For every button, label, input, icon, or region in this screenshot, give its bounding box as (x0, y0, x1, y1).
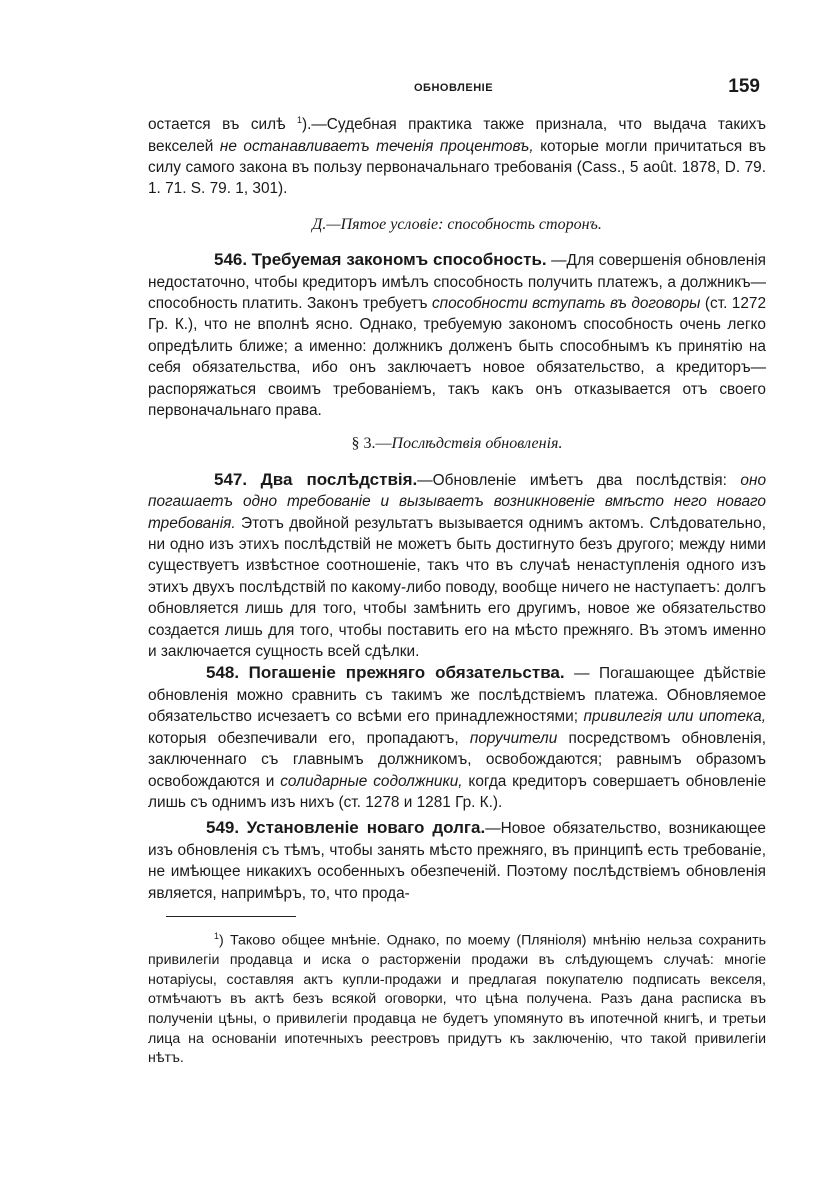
footnote-marker: 1 (214, 930, 220, 941)
book-page (148, 70, 766, 1069)
section-548-text: которыя обезпечивали его, пропадаютъ, (148, 729, 470, 747)
intro-emphasis: не останавливаетъ теченія процентовъ, (219, 137, 534, 155)
section-547-title: Два послѣдствія. (260, 469, 418, 489)
intro-text: остается въ силѣ (148, 116, 297, 134)
section-546-title: Требуемая закономъ способность. (251, 250, 547, 270)
section-548-text: — Погашающее дѣйствіе обновленія можно сравнить съ такимъ же послѣдствіемъ платежа. Обновляемое обязательство исчезаетъ со всѣми его принадлежностями; (148, 665, 766, 726)
section-549-title: Установленіе новаго долга. (246, 818, 486, 838)
intro-paragraph (148, 110, 766, 200)
footnote-body: ) Таково общее мнѣніе. Однако, по моему (Пляніоля) мнѣнію нельза сохранить привилегіи продавца и иска о расторженіи продажи въ слѣдующемъ случаѣ: многіе нотаріусы, составляя актъ купли-продажи и предлагая покупателю подписать векселя, отмѣчаютъ въ актѣ безъ всякой оговорки, что цѣна получена. Разъ дана расписка въ полученіи цѣны, о привилегіи продавца не будетъ упомянуто въ ипотечной книгѣ, и третьи лица на основаніи ипотечныхъ реестровъ придутъ къ заключенію, что такой привилегіи нѣтъ. (148, 932, 766, 1067)
subheading-condition: Д.—Пятое условіе: способность сторонъ. (312, 215, 602, 233)
section-549 (148, 817, 766, 904)
footnote (148, 927, 766, 1069)
section-546-emphasis: способности вступать въ договоры (431, 294, 701, 312)
section-3-prefix: § 3.— (351, 435, 392, 453)
section-547 (148, 469, 766, 663)
subheading-section-3 (148, 433, 766, 454)
section-547-text: Этотъ двойной результатъ вызывается однимъ актомъ. Слѣдовательно, ни одно изъ этихъ послѣдствій не можетъ быть достигнуто безъ другого; между ними существуетъ извѣстное соотношеніе, такъ что въ случаѣ ненаступленія одного изъ этихъ двухъ послѣдствій по какому-либо поводу, вообще ничего не наступаетъ: долгъ обновляется лишь для того, чтобы замѣнить его другимъ, новое же обязательство создается лишь для того, чтобы поставить его на мѣсто прежняго. Въ этомъ именно и заключается сущность всей сдѣлки. (148, 514, 766, 661)
section-548 (148, 662, 766, 813)
page-number: 159 (728, 76, 760, 97)
section-547-emphasis: оно погашаетъ одно требованіе и вызываетъ возникновеніе вмѣсто него новаго требованія. (148, 471, 767, 532)
footnote-ref[interactable]: 1 (296, 115, 302, 125)
page-header (148, 70, 766, 110)
section-549-text: —Новое обязательство, возникающее изъ обновленія съ тѣмъ, чтобы занять мѣсто прежняго, въ принципѣ есть требованіе, не имѣющее никакихъ особенныхъ обезпеченій. Поэтому послѣдствіемъ обновленія является, напримѣръ, то, что прода- (148, 820, 766, 902)
section-548-emphasis: поручители (469, 729, 558, 747)
section-546 (148, 249, 766, 421)
section-548-text: посредствомъ обновленія, заключеннаго съ главнымъ должникомъ, освобождаются; равнымъ образомъ освобождаются и (148, 729, 766, 790)
running-title: ОБНОВЛЕНІЕ (414, 82, 494, 94)
section-546-number: 546. (214, 250, 248, 270)
section-546-text: (ст. 1272 Гр. К.), что не вполнѣ ясно. Однако, требуемую закономъ способность очень легко опредѣлить ближе; а именно: должникъ долженъ быть способнымъ къ принятію на себя обязательства, ибо онъ заключаетъ новое обязательство, а кредиторъ—распоряжаться своимъ требованіемъ, такъ какъ онъ отказывается отъ своего первоначальнаго права. (148, 294, 767, 419)
footnote-text (148, 927, 766, 1069)
section-547-number: 547. (214, 469, 248, 489)
section-548-text: когда кредиторъ совершаетъ обновленіе лишь съ однимъ изъ нихъ (ст. 1278 и 1281 Гр. К.). (148, 772, 767, 811)
section-546-text: —Для совершенія обновленія недостаточно, чтобы кредиторъ имѣлъ способность получить платежъ, а должникъ—способность платить. Законъ требуетъ (148, 252, 766, 312)
section-548-emphasis: привилегія или ипотека, (583, 708, 767, 726)
section-548-title: Погашеніе прежняго обязательства. (248, 663, 565, 683)
footnote-divider (166, 916, 296, 927)
intro-text: которые могли причитаться въ силу самого закона въ пользу первоначальнаго требованія (Cass., 5 août. 1878, D. 79. 1. 71. S. 79. 1, 301). (148, 137, 766, 198)
section-548-emphasis: солидарные содолжники, (280, 772, 463, 790)
section-548-number: 548. (206, 663, 240, 683)
intro-text: ).—Судебная практика также признала, что выдача такихъ векселей (148, 116, 766, 155)
section-549-number: 549. (206, 818, 240, 838)
section-3-title: Послѣдствія обновленія. (391, 435, 563, 453)
section-547-text: —Обновленіе имѣетъ два послѣдствія: (417, 471, 741, 489)
